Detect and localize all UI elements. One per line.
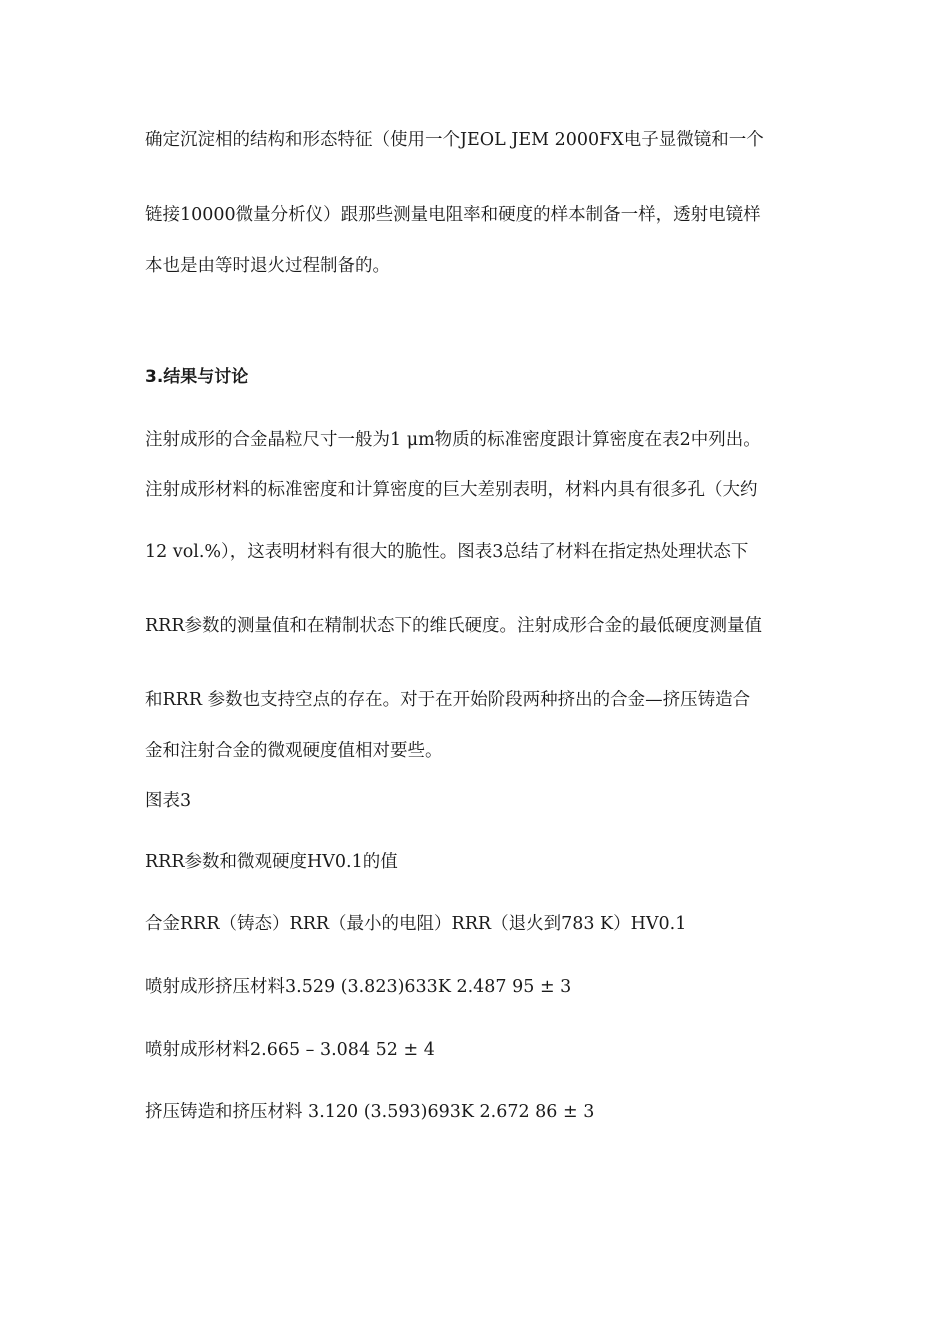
paragraph-2-line-4: RRR参数的测量值和在精制状态下的维氏硬度。注射成形合金的最低硬度测量值 bbox=[145, 616, 763, 636]
paragraph-2-line-2: 注射成形材料的标准密度和计算密度的巨大差别表明，材料内具有很多孔（大约 bbox=[145, 480, 758, 500]
paragraph-2-line-5: 和RRR 参数也支持空点的存在。对于在开始阶段两种挤出的合金—挤压铸造合 bbox=[145, 690, 751, 710]
paragraph-1-line-3: 本也是由等时退火过程制备的。 bbox=[145, 256, 390, 276]
paragraph-2-line-3: 12 vol.%），这表明材料有很大的脆性。图表3总结了材料在指定热处理状态下 bbox=[145, 542, 749, 562]
paragraph-2-line-6: 金和注射合金的微观硬度值相对要些。 bbox=[145, 741, 443, 761]
paragraph-2-line-1: 注射成形的合金晶粒尺寸一般为1 μm物质的标准密度跟计算密度在表2中列出。 bbox=[145, 430, 761, 450]
table-label: 图表3 bbox=[145, 791, 192, 811]
table-row-3: 挤压铸造和挤压材料 3.120 (3.593)693K 2.672 86 ± 3 bbox=[145, 1102, 595, 1122]
paragraph-1-line-1: 确定沉淀相的结构和形态特征（使用一个JEOL JEM 2000FX电子显微镜和一个 bbox=[145, 130, 764, 150]
table-row-1: 喷射成形挤压材料3.529 (3.823)633K 2.487 95 ± 3 bbox=[145, 977, 572, 997]
section-heading: 3.结果与讨论 bbox=[145, 367, 249, 387]
table-header-row: 合金RRR（铸态）RRR（最小的电阻）RRR（退火到783 K）HV0.1 bbox=[145, 914, 687, 934]
paragraph-1-line-2: 链接10000微量分析仪）跟那些测量电阻率和硬度的样本制备一样，透射电镜样 bbox=[145, 205, 761, 225]
table-row-2: 喷射成形材料2.665 – 3.084 52 ± 4 bbox=[145, 1040, 435, 1060]
table-caption: RRR参数和微观硬度HV0.1的值 bbox=[145, 852, 398, 872]
